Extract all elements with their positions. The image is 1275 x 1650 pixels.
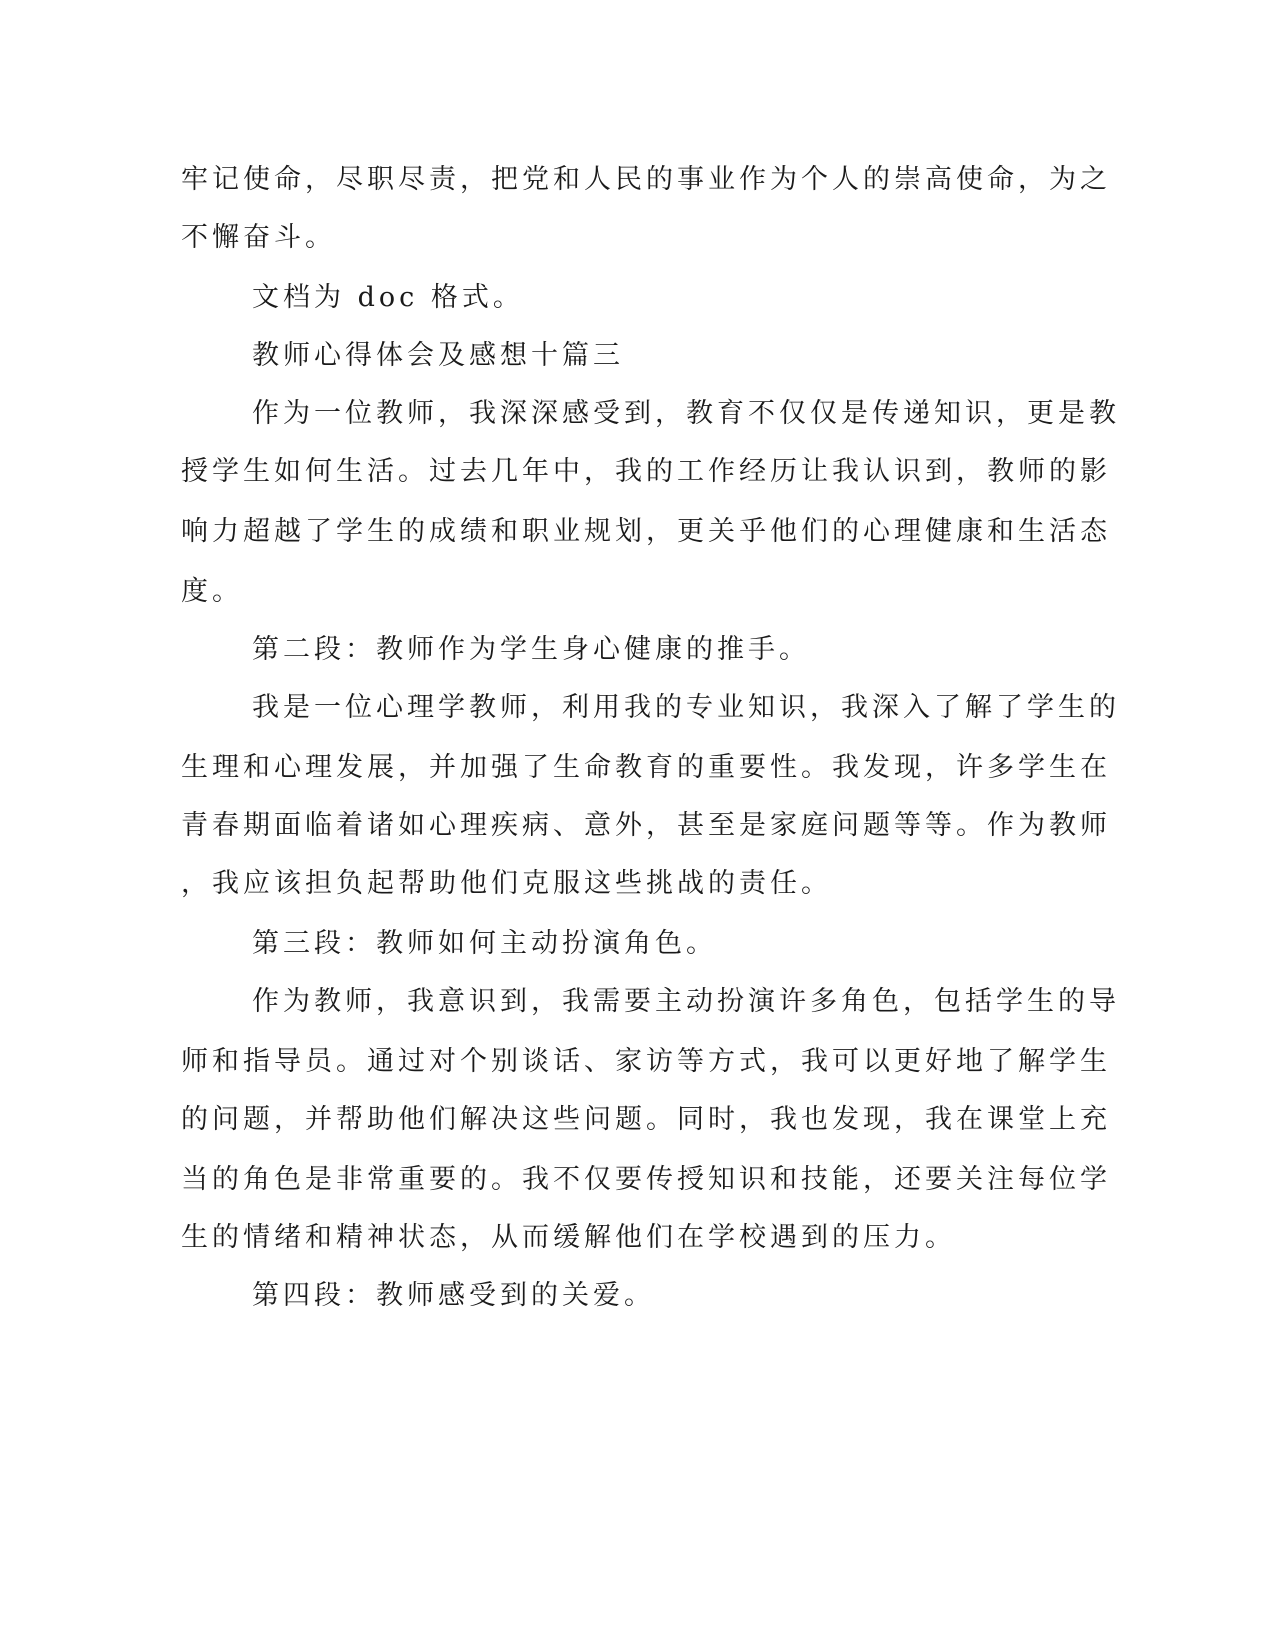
body-text-line: 师和指导员。通过对个别谈话、家访等方式，我可以更好地了解学生: [181, 1046, 1111, 1077]
format-note: 文档为 doc 格式。: [252, 282, 524, 313]
body-text-line: 我是一位心理学教师，利用我的专业知识，我深入了解了学生的: [252, 692, 1120, 723]
body-text-line: 青春期面临着诸如心理疾病、意外，甚至是家庭问题等等。作为教师: [181, 810, 1111, 841]
body-text-line: 度。: [181, 576, 243, 607]
section-title: 教师心得体会及感想十篇三: [252, 340, 624, 371]
body-text-line: 牢记使命，尽职尽责，把党和人民的事业作为个人的崇高使命，为之: [181, 164, 1111, 195]
paragraph-heading: 第四段：教师感受到的关爱。: [252, 1280, 655, 1311]
body-text-line: 的问题，并帮助他们解决这些问题。同时，我也发现，我在课堂上充: [181, 1104, 1111, 1135]
paragraph-heading: 第三段：教师如何主动扮演角色。: [252, 928, 717, 959]
body-text-line: 响力超越了学生的成绩和职业规划，更关乎他们的心理健康和生活态: [181, 516, 1111, 547]
body-text-line: 作为教师，我意识到，我需要主动扮演许多角色，包括学生的导: [252, 986, 1120, 1017]
body-text-line: ，我应该担负起帮助他们克服这些挑战的责任。: [181, 868, 832, 899]
body-text-line: 授学生如何生活。过去几年中，我的工作经历让我认识到，教师的影: [181, 456, 1111, 487]
body-text-line: 作为一位教师，我深深感受到，教育不仅仅是传递知识，更是教: [252, 398, 1120, 429]
body-text-line: 当的角色是非常重要的。我不仅要传授知识和技能，还要关注每位学: [181, 1164, 1111, 1195]
body-text-line: 生的情绪和精神状态，从而缓解他们在学校遇到的压力。: [181, 1222, 956, 1253]
body-text-line: 不懈奋斗。: [181, 222, 336, 253]
body-text-line: 生理和心理发展，并加强了生命教育的重要性。我发现，许多学生在: [181, 752, 1111, 783]
paragraph-heading: 第二段：教师作为学生身心健康的推手。: [252, 634, 810, 665]
